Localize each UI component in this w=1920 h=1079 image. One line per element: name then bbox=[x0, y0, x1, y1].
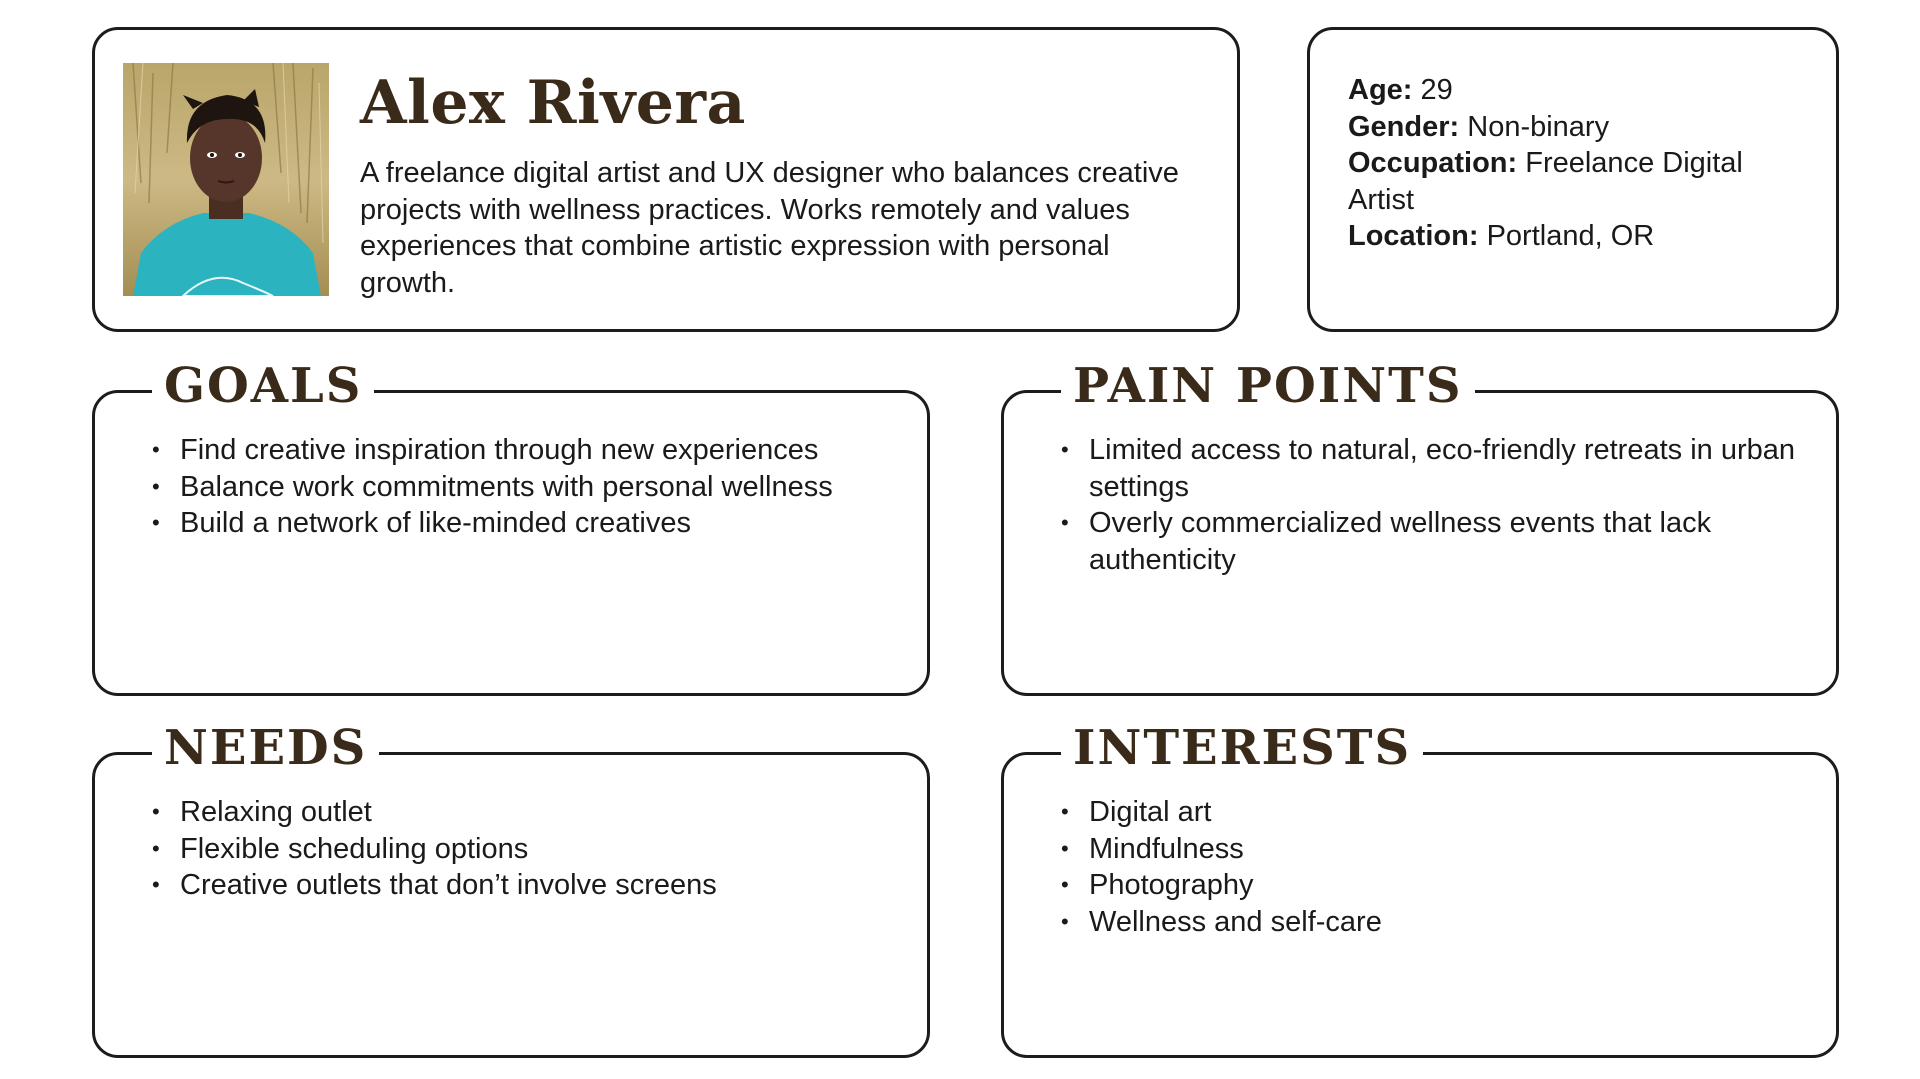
location-label: Location: bbox=[1348, 220, 1479, 252]
needs-list bbox=[180, 794, 890, 904]
pain-points-section bbox=[1001, 358, 1839, 696]
detail-occupation bbox=[1348, 145, 1808, 218]
detail-gender bbox=[1348, 109, 1808, 146]
interests-title: INTERESTS bbox=[1061, 722, 1423, 774]
needs-section bbox=[92, 720, 930, 1058]
persona-bio: A freelance digital artist and UX designer who balances creative projects with wellness practices. Works remotely and values experiences that combine artistic expression with personal growth. bbox=[360, 157, 1179, 299]
pain-points-list bbox=[1089, 432, 1799, 578]
goals-list bbox=[180, 432, 890, 542]
avatar-photo bbox=[123, 63, 329, 296]
list-item: • Flexible scheduling options bbox=[180, 831, 890, 868]
persona-name: Alex Rivera bbox=[360, 68, 746, 138]
gender-value: Non-binary bbox=[1467, 110, 1610, 143]
age-value: 29 bbox=[1420, 74, 1453, 106]
list-item: • Find creative inspiration through new experiences bbox=[180, 432, 890, 469]
interests-list bbox=[1089, 794, 1799, 940]
details-card bbox=[1307, 27, 1839, 332]
list-item: • Digital art bbox=[1089, 794, 1799, 831]
age-label: Age: bbox=[1348, 74, 1413, 106]
details-list bbox=[1348, 72, 1808, 255]
pain-points-title: PAIN POINTS bbox=[1061, 360, 1475, 412]
goals-section bbox=[92, 358, 930, 696]
interests-section bbox=[1001, 720, 1839, 1058]
needs-title: NEEDS bbox=[152, 722, 379, 774]
list-item: • Build a network of like-minded creatives bbox=[180, 505, 890, 542]
avatar bbox=[123, 63, 329, 296]
list-item: • Wellness and self-care bbox=[1089, 904, 1799, 941]
occupation-label: Occupation: bbox=[1348, 147, 1518, 179]
list-item: • Creative outlets that don’t involve screens bbox=[180, 867, 890, 904]
list-item: • Photography bbox=[1089, 867, 1799, 904]
list-item: • Overly commercialized wellness events that lack authenticity bbox=[1089, 505, 1799, 578]
gender-label: Gender: bbox=[1348, 110, 1460, 143]
list-item: • Balance work commitments with personal wellness bbox=[180, 469, 890, 506]
detail-age bbox=[1348, 72, 1808, 109]
list-item: • Limited access to natural, eco-friendly retreats in urban settings bbox=[1089, 432, 1799, 505]
goals-title: GOALS bbox=[152, 360, 374, 412]
detail-location bbox=[1348, 218, 1808, 255]
list-item: • Mindfulness bbox=[1089, 831, 1799, 868]
location-value: Portland, OR bbox=[1486, 220, 1655, 252]
profile-card bbox=[92, 27, 1240, 332]
occupation-value: Freelance Digital Artist bbox=[1348, 147, 1743, 216]
list-item: • Relaxing outlet bbox=[180, 794, 890, 831]
